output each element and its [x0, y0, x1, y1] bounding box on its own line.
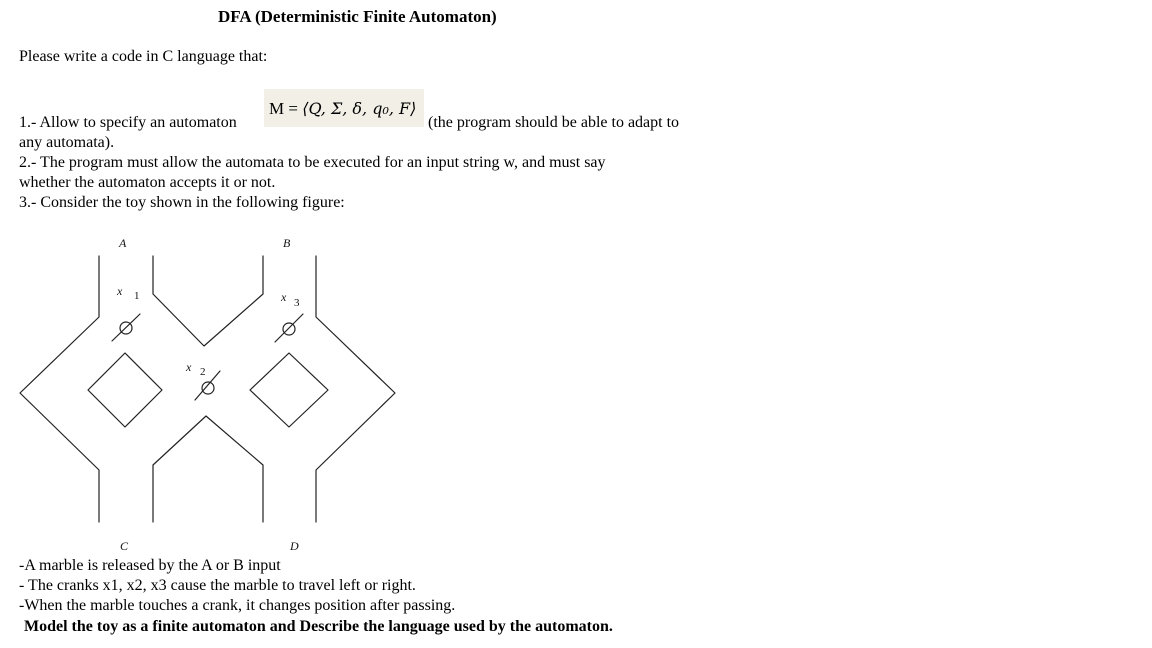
crank-x2-var: x: [186, 360, 192, 374]
formula-lhs: M =: [269, 99, 303, 118]
item-2-line-2: whether the automaton accepts it or not.: [19, 174, 276, 191]
left-diamond: [88, 353, 162, 427]
crank-x2-pivot: [202, 382, 214, 394]
item-2-line-1: 2.- The program must allow the automata to be executed for an input string w, and must say: [19, 154, 606, 171]
description-line-2: - The cranks x1, x2, x3 cause the marble to travel left or right.: [19, 577, 416, 594]
crank-x2-index: 2: [200, 366, 206, 378]
right-diamond: [250, 353, 328, 427]
crank-x2-bar: [195, 371, 220, 400]
bottom-separator: [153, 416, 263, 522]
crank-x3-index: 3: [294, 297, 300, 309]
crank-x3-bar: [275, 314, 303, 342]
input-b-label: B: [283, 236, 291, 250]
item-1-continuation: (the program should be able to adapt to: [428, 114, 680, 131]
output-c-label: C: [120, 539, 129, 553]
item-1-text: 1.- Allow to specify an automaton: [19, 114, 237, 131]
crank-x1-var: x: [117, 284, 123, 298]
item-1-end: any automata).: [19, 134, 115, 151]
output-d-label: D: [290, 539, 299, 553]
crank-x1-bar: [112, 314, 140, 341]
intro-text: Please write a code in C language that:: [19, 48, 268, 65]
crank-x3-pivot: [283, 323, 295, 335]
input-a-label: A: [119, 236, 127, 250]
outer-left-wall: [20, 256, 99, 522]
crank-x1-index: 1: [134, 290, 140, 302]
crank-x3-var: x: [281, 290, 287, 304]
automaton-formula: [264, 89, 424, 127]
outer-right-wall: [316, 256, 395, 522]
conclusion-text: Model the toy as a finite automaton and Describe the language used by the automaton.: [24, 618, 613, 635]
formula-tuple: ⟨Q, Σ, δ, q₀, F⟩: [302, 99, 417, 118]
description-line-3: -When the marble touches a crank, it changes position after passing.: [19, 597, 456, 614]
input-a-left-wall: [153, 256, 263, 346]
document-title: DFA (Deterministic Finite Automaton): [218, 7, 497, 26]
item-3-text: 3.- Consider the toy shown in the following figure:: [19, 194, 345, 211]
description-line-1: -A marble is released by the A or B input: [19, 557, 281, 574]
marble-toy-figure: [0, 225, 420, 557]
